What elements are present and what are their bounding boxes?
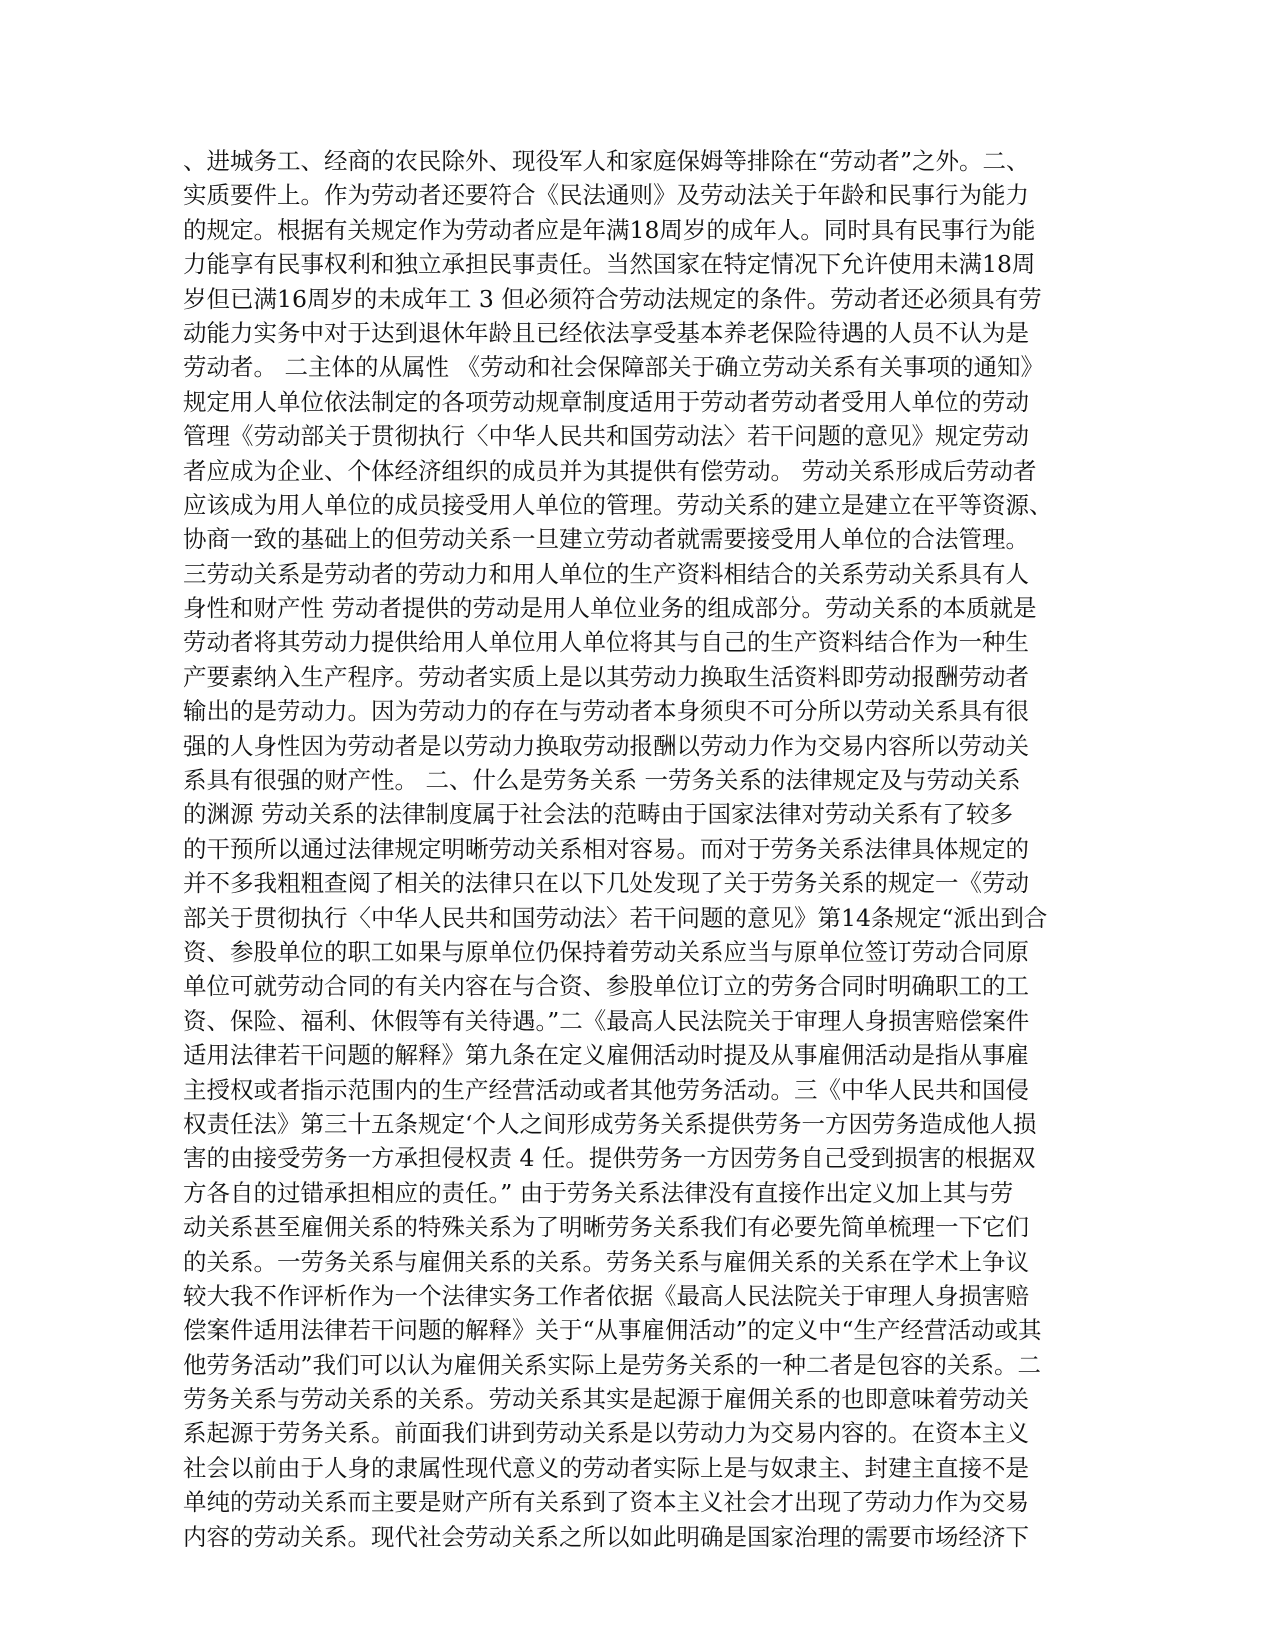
text-line: 的规定。根据有关规定作为劳动者应是年满18周岁的成年人。同时具有民事行为能 [183,215,1036,244]
text-line: 资、保险、福利、休假等有关待遇。”二《最高人民法院关于审理人身损害赔偿案件 [183,1006,1030,1035]
text-line: 应该成为用人单位的成员接受用人单位的管理。劳动关系的建立是建立在平等资源、 [183,490,1053,519]
text-line: 系起源于劳务关系。前面我们讲到劳动关系是以劳动力为交易内容的。在资本主义 [183,1419,1029,1448]
text-line: 较大我不作评析作为一个法律实务工作者依据《最高人民法院关于审理人身损害赔 [183,1281,1029,1310]
text-line: 动关系甚至雇佣关系的特殊关系为了明晰劳务关系我们有必要先简单梳理一下它们 [183,1213,1029,1242]
text-line: 劳动者将其劳动力提供给用人单位用人单位将其与自己的生产资料结合作为一种生 [183,628,1029,657]
text-line: 动能力实务中对于达到退休年龄且已经依法享受基本养老保险待遇的人员不认为是 [183,318,1029,347]
text-line: 单纯的劳动关系而主要是财产所有关系到了资本主义社会才出现了劳动力作为交易 [183,1488,1029,1517]
text-line: 部关于贯彻执行〈中华人民共和国劳动法〉若干问题的意见》第14条规定“派出到合 [183,903,1048,932]
text-line: 适用法律若干问题的解释》第九条在定义雇佣活动时提及从事雇佣活动是指从事雇 [183,1041,1029,1070]
text-line: 、进城务工、经商的农民除外、现役军人和家庭保姆等排除在“劳动者”之外。二、 [183,147,1030,175]
text-line: 他劳务活动”我们可以认为雇佣关系实际上是劳务关系的一种二者是包容的关系。二 [183,1350,1042,1379]
text-line: 权责任法》第三十五条规定‘个人之间形成劳务关系提供劳务一方因劳务造成他人损 [183,1109,1037,1138]
text-line: 劳务关系与劳动关系的关系。劳动关系其实是起源于雇佣关系的也即意味着劳动关 [183,1385,1029,1414]
text-line: 三劳动关系是劳动者的劳动力和用人单位的生产资料相结合的关系劳动关系具有人 [183,559,1029,588]
text-line: 协商一致的基础上的但劳动关系一旦建立劳动者就需要接受用人单位的合法管理。 [183,525,1029,554]
text-line: 产要素纳入生产程序。劳动者实质上是以其劳动力换取生活资料即劳动报酬劳动者 [183,662,1029,691]
text-line: 资、参股单位的职工如果与原单位仍保持着劳动关系应当与原单位签订劳动合同原 [183,937,1029,966]
text-line: 岁但已满16周岁的未成年工 3 但必须符合劳动法规定的条件。劳动者还必须具有劳 [183,284,1042,313]
body-text [183,144,1103,1554]
text-line: 单位可就劳动合同的有关内容在与合资、参股单位订立的劳务合同时明确职工的工 [183,972,1029,1001]
text-line: 主授权或者指示范围内的生产经营活动或者其他劳务活动。三《中华人民共和国侵 [183,1075,1029,1104]
text-line: 强的人身性因为劳动者是以劳动力换取劳动报酬以劳动力作为交易内容所以劳动关 [183,731,1029,760]
text-line: 输出的是劳动力。因为劳动力的存在与劳动者本身须臾不可分所以劳动关系具有很 [183,697,1029,726]
text-line: 系具有很强的财产性。 二、什么是劳务关系 一劳务关系的法律规定及与劳动关系 [183,766,1021,795]
text-line: 规定用人单位依法制定的各项劳动规章制度适用于劳动者劳动者受用人单位的劳动 [183,387,1029,416]
text-line: 实质要件上。作为劳动者还要符合《民法通则》及劳动法关于年龄和民事行为能力 [183,181,1029,210]
text-line: 社会以前由于人身的隶属性现代意义的劳动者实际上是与奴隶主、封建主直接不是 [183,1453,1029,1482]
text-line: 并不多我粗粗查阅了相关的法律只在以下几处发现了关于劳务关系的规定一《劳动 [183,869,1029,898]
text-line: 的渊源 劳动关系的法律制度属于社会法的范畴由于国家法律对劳动关系有了较多 [183,800,1013,829]
text-line: 偿案件适用法律若干问题的解释》关于“从事雇佣活动”的定义中“生产经营活动或其 [183,1316,1042,1345]
text-line: 者应成为企业、个体经济组织的成员并为其提供有偿劳动。 劳动关系形成后劳动者 [183,456,1037,485]
text-line: 方各自的过错承担相应的责任。” 由于劳务关系法律没有直接作出定义加上其与劳 [183,1178,1014,1207]
text-line: 的干预所以通过法律规定明晰劳动关系相对容易。而对于劳务关系法律具体规定的 [183,834,1029,863]
text-line: 的关系。一劳务关系与雇佣关系的关系。劳务关系与雇佣关系的关系在学术上争议 [183,1247,1029,1276]
text-line: 内容的劳动关系。现代社会劳动关系之所以如此明确是国家治理的需要市场经济下 [183,1522,1029,1551]
text-line: 力能享有民事权利和独立承担民事责任。当然国家在特定情况下允许使用未满18周 [183,250,1036,279]
text-line: 害的由接受劳务一方承担侵权责 4 任。提供劳务一方因劳务自己受到损害的根据双 [183,1144,1036,1173]
text-line: 管理《劳动部关于贯彻执行〈中华人民共和国劳动法〉若干问题的意见》规定劳动 [183,422,1029,451]
text-line: 身性和财产性 劳动者提供的劳动是用人单位业务的组成部分。劳动关系的本质就是 [183,594,1037,623]
text-line: 劳动者。 二主体的从属性 《劳动和社会保障部关于确立劳动关系有关事项的通知》 [183,353,1044,382]
